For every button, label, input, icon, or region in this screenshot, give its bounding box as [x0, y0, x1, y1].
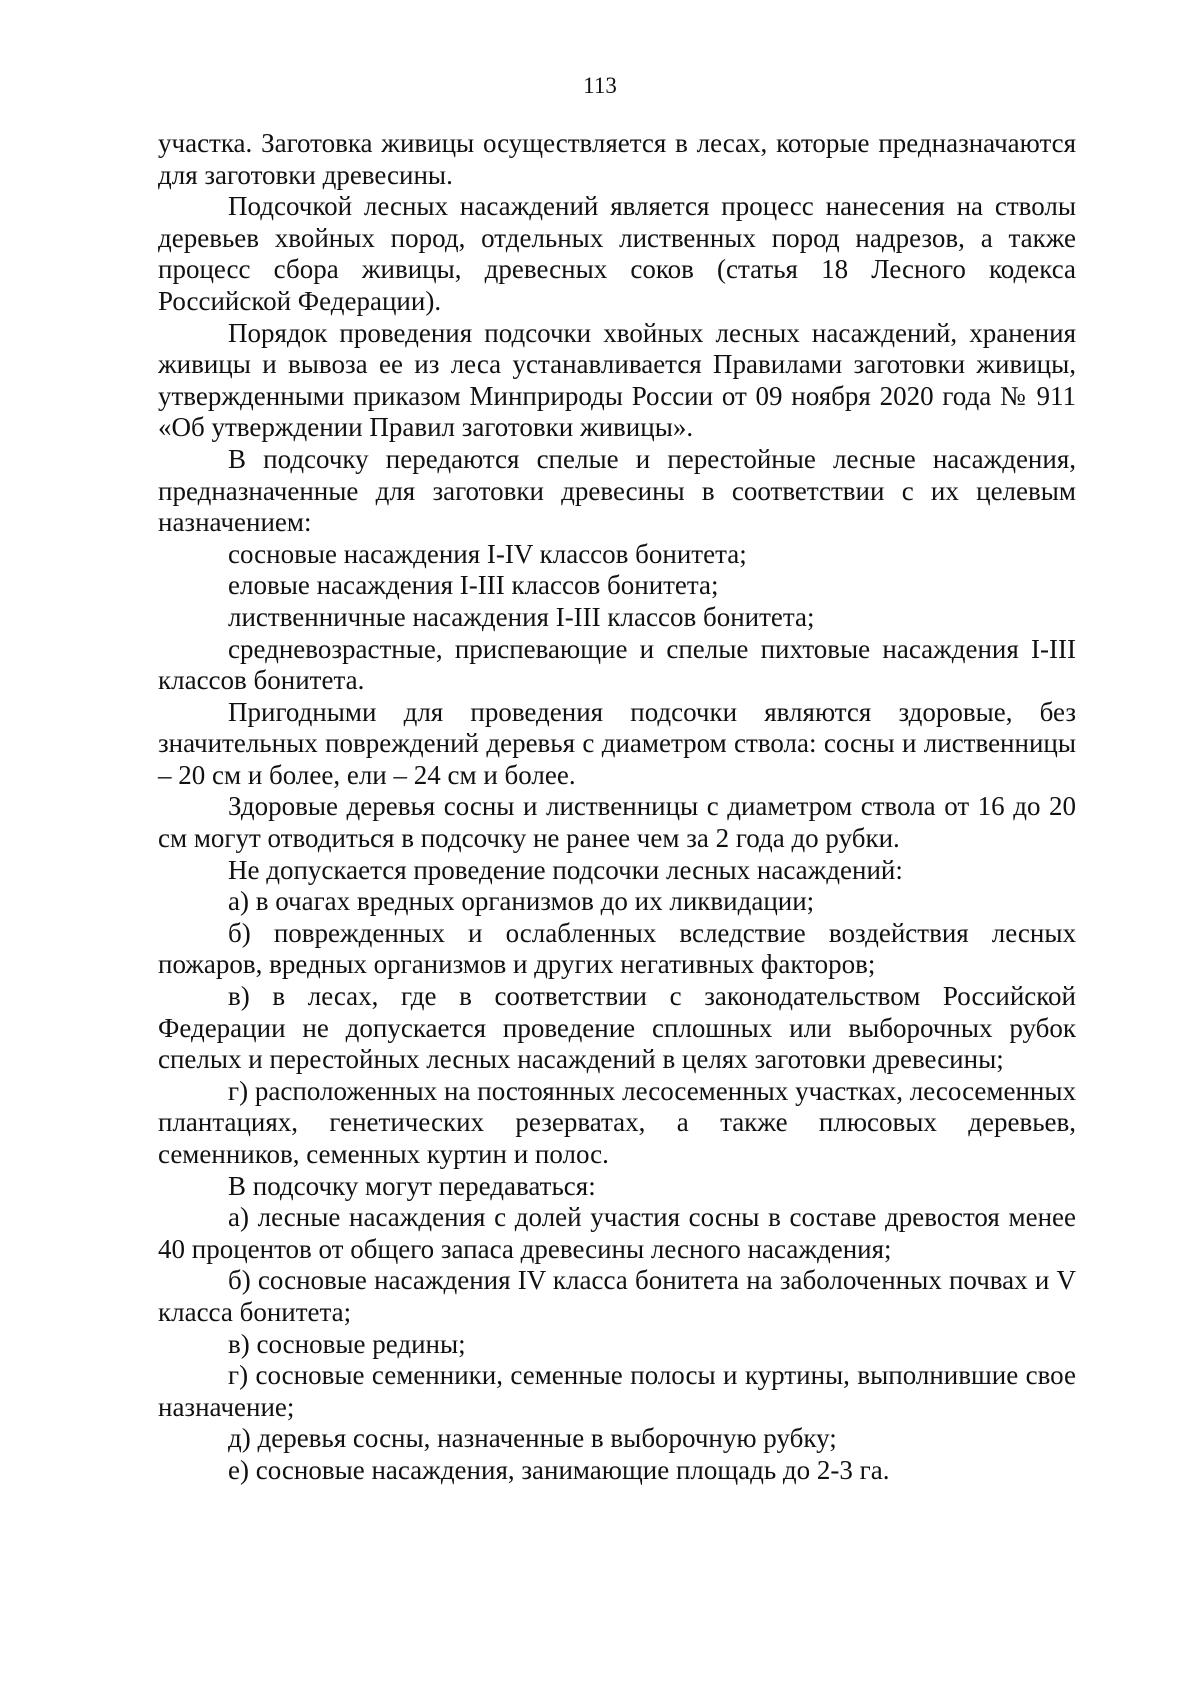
- paragraph: Пригодными для проведения подсочки являются здоровые, без значительных повреждений деревья с диаметром ствола: сосны и лиственницы – 20 см и более, ели – 24 см и более.: [158, 696, 1076, 790]
- paragraph: В подсочку передаются спелые и перестойные лесные насаждения, предназначенные для заготовки древесины в соответствии с их целевым назначением:: [158, 443, 1076, 538]
- paragraph: Здоровые деревья сосны и лиственницы с диаметром ствола от 16 до 20 см могут отводиться в подсочку не ранее чем за 2 года до рубки.: [158, 791, 1076, 854]
- list-item: а) лесные насаждения с долей участия сосны в составе древостоя менее 40 процентов от общего запаса древесины лесного насаждения;: [158, 1202, 1076, 1264]
- list-item: д) деревья сосны, назначенные в выборочную рубку;: [228, 1423, 837, 1454]
- page-number: 113: [583, 73, 617, 98]
- list-item: сосновые насаждения I-IV классов бонитета;: [228, 538, 747, 569]
- paragraph: участка. Заготовка живицы осуществляется в лесах, которые предназначаются для заготовки древесины.: [158, 128, 1076, 190]
- list-item: еловые насаждения I-III классов бонитета;: [228, 570, 719, 601]
- list-item: лиственничные насаждения I-III классов бонитета;: [228, 601, 815, 632]
- list-item: б) поврежденных и ослабленных вследствие воздействия лесных пожаров, вредных организмов и других негативных факторов;: [158, 917, 1076, 980]
- paragraph: Подсочкой лесных насаждений является процесс нанесения на стволы деревьев хвойных пород, отдельных лиственных пород надрезов, а также процесс сбора живицы, древесных соков (статья 18 Лесного кодекса Российской Федерации).: [158, 191, 1076, 316]
- list-item: г) расположенных на постоянных лесосеменных участках, лесосеменных плантациях, генетических резерватах, а также плюсовых деревьев, семенников, семенных куртин и полос.: [158, 1075, 1076, 1169]
- list-item: б) сосновые насаждения IV класса бонитета на заболоченных почвах и V класса бонитета;: [158, 1265, 1076, 1327]
- paragraph: В подсочку могут передаваться:: [228, 1170, 596, 1201]
- paragraph: Порядок проведения подсочки хвойных лесных насаждений, хранения живицы и вывоза ее из леса устанавливается Правилами заготовки живицы, утвержденными приказом Минприроды России от 09 ноября 2020 года № 911 «Об утверждении Правил заготовки живицы».: [158, 317, 1076, 443]
- document-body: [158, 128, 1076, 1487]
- list-item: а) в очагах вредных организмов до их ликвидации;: [228, 886, 815, 917]
- list-item: в) сосновые редины;: [228, 1328, 466, 1359]
- list-item: е) сосновые насаждения, занимающие площадь до 2-3 га.: [228, 1454, 890, 1485]
- paragraph: Не допускается проведение подсочки лесных насаждений:: [228, 854, 903, 885]
- list-item: в) в лесах, где в соответствии с законодательством Российской Федерации не допускается проведение сплошных или выборочных рубок спелых и перестойных лесных насаждений в целях заготовки древесины;: [158, 981, 1076, 1075]
- list-item: средневозрастные, приспевающие и спелые пихтовые насаждения I-III классов бонитета.: [158, 633, 1076, 696]
- list-item: г) сосновые семенники, семенные полосы и куртины, выполнившие свое назначение;: [158, 1360, 1076, 1422]
